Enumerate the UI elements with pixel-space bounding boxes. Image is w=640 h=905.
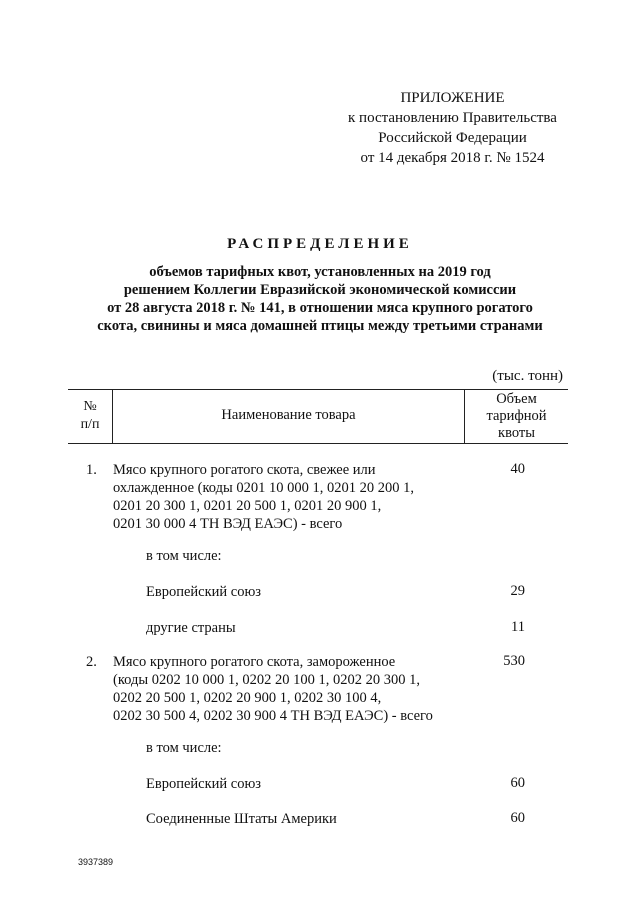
item-description	[113, 461, 414, 533]
item-description	[113, 653, 433, 725]
header-volume-line: Объем	[496, 391, 537, 407]
sub-item-value: 11	[511, 619, 525, 635]
appendix-line: к постановлению Правительства	[348, 110, 557, 126]
item-value: 530	[503, 653, 525, 669]
sub-item-label: Европейский союз	[146, 584, 262, 600]
including-label: в том числе:	[146, 548, 222, 564]
subtitle-line: скота, свинины и мяса домашней птицы между третьими странами	[97, 318, 543, 334]
sub-item-value: 60	[510, 810, 525, 826]
header-number-symbol: №	[83, 399, 97, 414]
header-volume-line: тарифной	[486, 408, 547, 424]
sub-item-label: другие страны	[146, 620, 236, 636]
document-subtitle	[60, 263, 580, 335]
header-volume-line: квоты	[498, 425, 535, 441]
sub-item-value: 60	[510, 775, 525, 791]
document-title: РАСПРЕДЕЛЕНИЕ	[227, 236, 413, 252]
document-stamp-number: 3937389	[78, 857, 114, 867]
subtitle-line: решением Коллегии Евразийской экономической комиссии	[123, 282, 517, 298]
table-header	[68, 389, 568, 444]
sub-item-value: 29	[510, 583, 525, 599]
item-description-line: 0202 20 500 1, 0202 20 900 1, 0202 30 100 4,	[113, 690, 382, 706]
item-description-line: Мясо крупного рогатого скота, свежее или	[113, 462, 376, 478]
unit-label: (тыс. тонн)	[492, 368, 563, 384]
including-label: в том числе:	[146, 740, 222, 756]
sub-item-label: Соединенные Штаты Америки	[146, 811, 337, 827]
item-description-line: 0201 20 300 1, 0201 20 500 1, 0201 20 900 1,	[113, 498, 382, 514]
item-description-line: 0201 30 000 4 ТН ВЭД ЕАЭС) - всего	[113, 516, 343, 532]
appendix-block	[330, 88, 575, 168]
item-description-line: (коды 0202 10 000 1, 0202 20 100 1, 0202 20 300 1,	[113, 672, 420, 688]
appendix-date: от 14 декабря 2018 г. № 1524	[360, 150, 545, 166]
appendix-line: Российской Федерации	[378, 130, 527, 146]
appendix-title: ПРИЛОЖЕНИЕ	[400, 90, 505, 106]
header-number-abbr: п/п	[80, 417, 100, 432]
subtitle-line: объемов тарифных квот, установленных на 2019 год	[149, 264, 491, 280]
item-number: 1.	[86, 462, 97, 478]
header-name: Наименование товара	[221, 407, 356, 423]
item-description-line: охлажденное (коды 0201 10 000 1, 0201 20 200 1,	[113, 480, 414, 496]
item-value: 40	[510, 461, 525, 477]
item-description-line: Мясо крупного рогатого скота, замороженное	[113, 654, 396, 670]
subtitle-line: от 28 августа 2018 г. № 141, в отношении мяса крупного рогатого	[107, 300, 533, 316]
header-number	[68, 398, 112, 434]
header-volume	[465, 391, 568, 442]
sub-item-label: Европейский союз	[146, 776, 262, 792]
item-description-line: 0202 30 500 4, 0202 30 900 4 ТН ВЭД ЕАЭС) - всего	[113, 708, 433, 724]
item-number: 2.	[86, 654, 97, 670]
